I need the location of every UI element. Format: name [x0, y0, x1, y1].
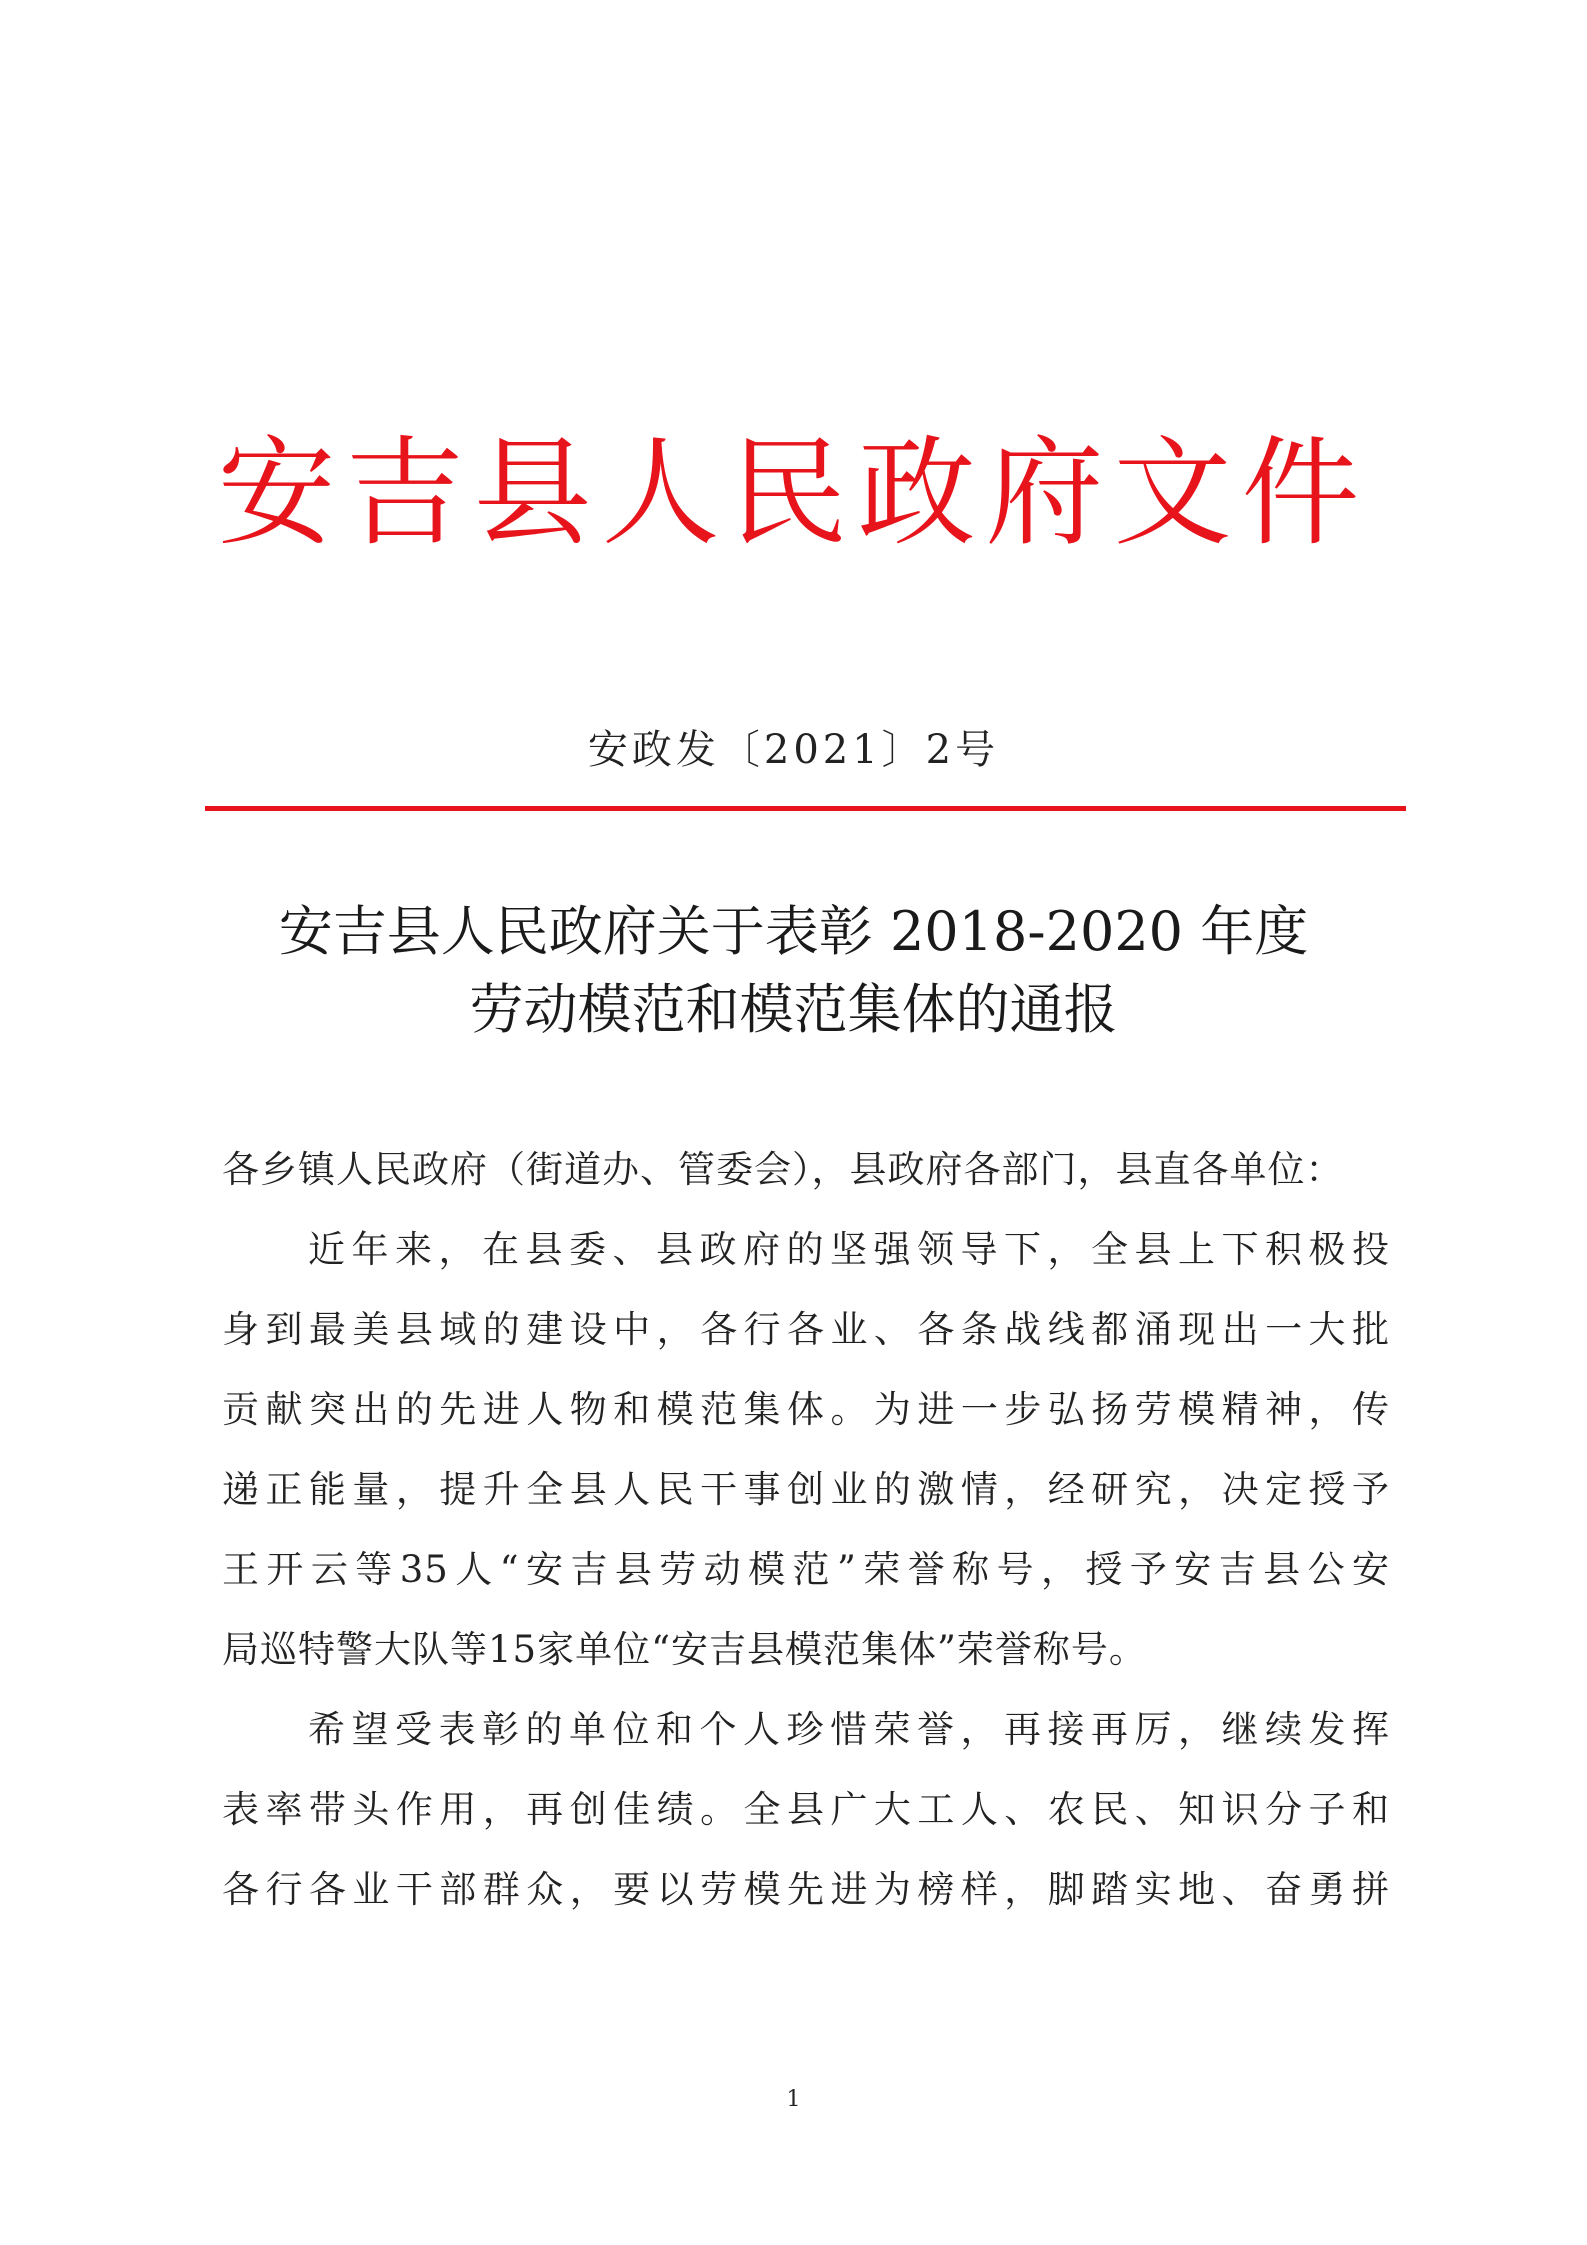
document-body	[222, 1130, 1390, 1930]
paragraph-1-line-1: 近年来，在县委、县政府的坚强领导下，全县上下积极投	[308, 1228, 1390, 1271]
document-title	[0, 893, 1587, 1049]
document-number: 安政发〔2021〕2号	[587, 727, 1000, 773]
addressee-line: 各乡镇人民政府（街道办、管委会），县政府各部门，县直各单位：	[222, 1148, 1344, 1191]
paragraph-1-line-2: 身到最美县域的建设中，各行各业、各条战线都涌现出一大批	[222, 1308, 1390, 1351]
paragraph-2-line-2: 表率带头作用，再创佳绩。全县广大工人、农民、知识分子和	[222, 1788, 1390, 1831]
title-line-2: 劳动模范和模范集体的通报	[469, 978, 1118, 1041]
masthead-title: 安吉县人民政府文件	[217, 424, 1370, 562]
paragraph-2-line-1: 希望受表彰的单位和个人珍惜荣誉，再接再厉，继续发挥	[308, 1708, 1390, 1751]
paragraph-1-line-6: 局巡特警大队等15家单位“安吉县模范集体”荣誉称号。	[222, 1628, 1147, 1671]
title-line-1: 安吉县人民政府关于表彰 2018-2020 年度	[278, 900, 1309, 963]
paragraph-1-line-4: 递正能量，提升全县人民干事创业的激情，经研究，决定授予	[222, 1468, 1390, 1511]
red-separator-line	[205, 806, 1406, 811]
paragraph-2-line-3: 各行各业干部群众，要以劳模先进为榜样，脚踏实地、奋勇拼	[222, 1868, 1390, 1911]
paragraph-1-line-3: 贡献突出的先进人物和模范集体。为进一步弘扬劳模精神，传	[222, 1388, 1390, 1431]
paragraph-1-line-5: 王开云等35人“安吉县劳动模范”荣誉称号，授予安吉县公安	[222, 1548, 1390, 1591]
page-number: 1	[786, 2087, 801, 2112]
